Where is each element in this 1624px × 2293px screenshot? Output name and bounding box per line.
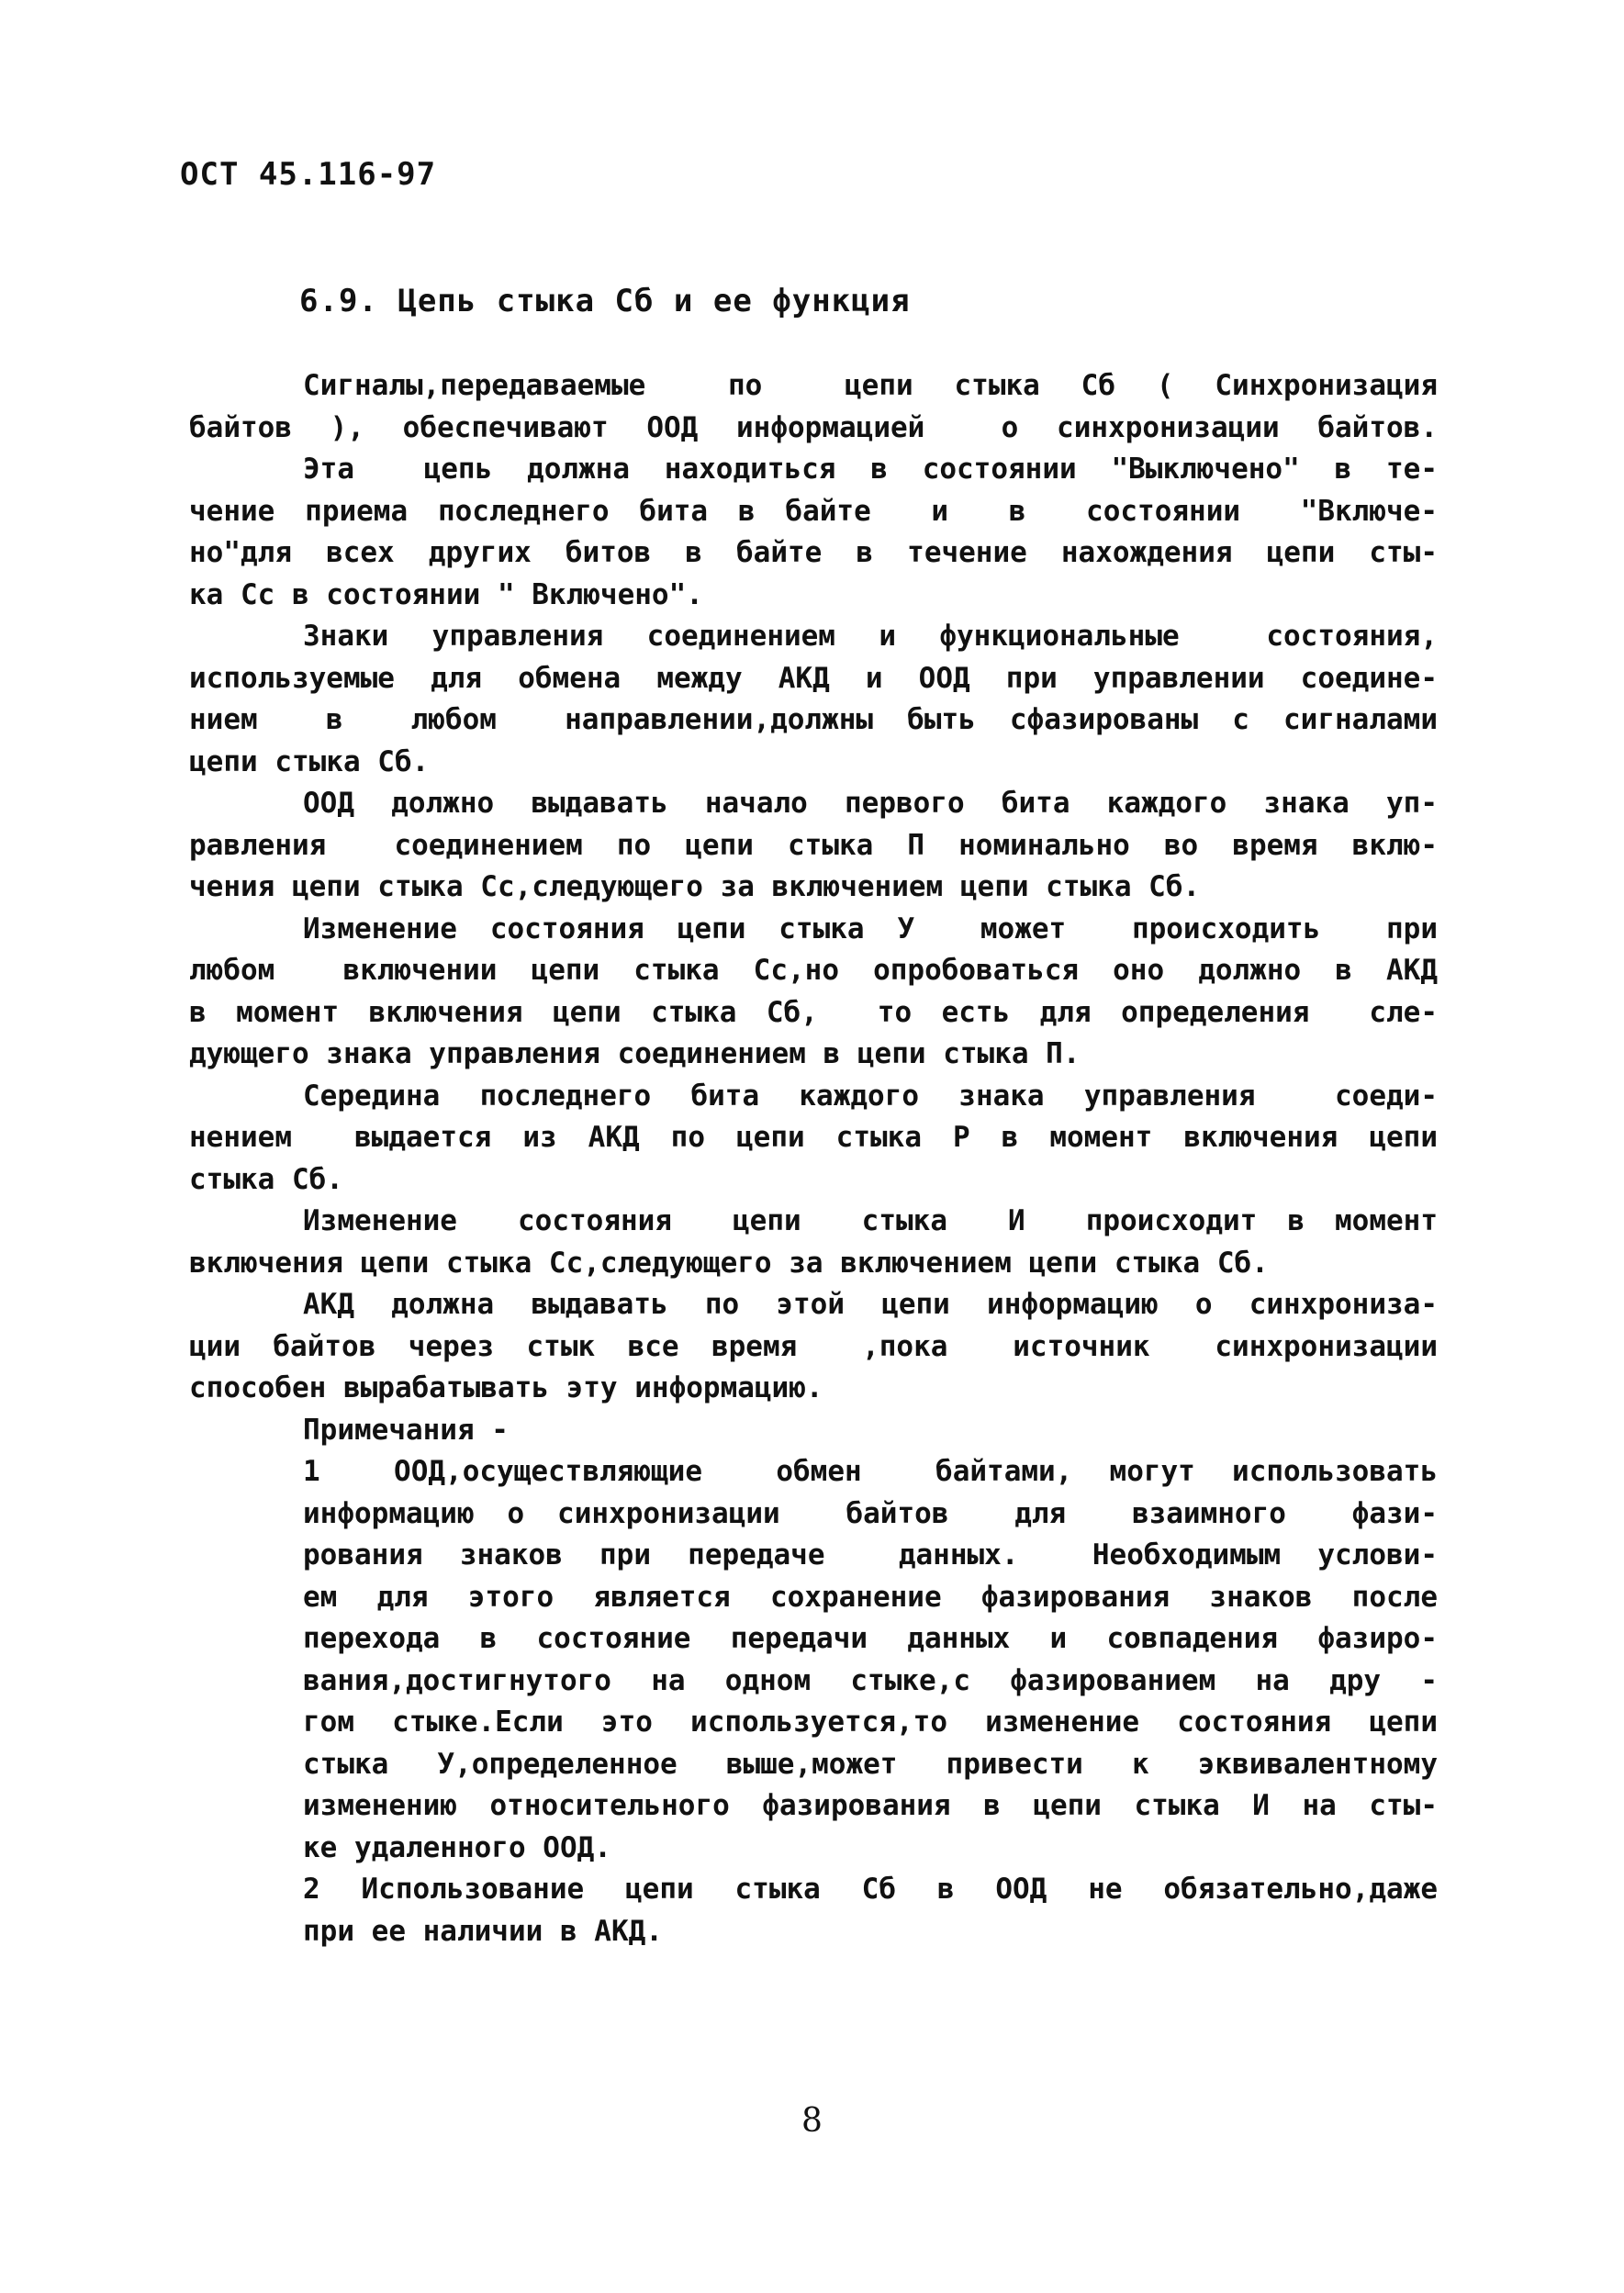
page-number: 8 [801, 2102, 823, 2140]
text-line: 2 Использование цепи стыка Сб в ООД не обязательно,даже [303, 1873, 1438, 1906]
text-line: перехода в состояние передачи данных и совпадения фазиро- [303, 1622, 1438, 1655]
text-line: Знаки управления соединением и функциональные состояния, [303, 620, 1438, 653]
section-body [189, 365, 1438, 1952]
text-line: но"для всех других битов в байте в течение нахождения цепи сты- [189, 536, 1438, 569]
text-line: изменению относительного фазирования в цепи стыка И на сты- [303, 1789, 1438, 1822]
text-line: чения цепи стыка Сс,следующего за включением цепи стыка Сб. [189, 870, 1201, 903]
text-line: дующего знака управления соединением в цепи стыка П. [189, 1037, 1081, 1070]
text-line: Середина последнего бита каждого знака управления соеди- [303, 1079, 1438, 1113]
text-line: Примечания - [303, 1413, 509, 1447]
text-line: при ее наличии в АКД. [303, 1914, 663, 1948]
text-line: вания,достигнутого на одном стыке,с фазированием на дру - [303, 1663, 1438, 1697]
text-line: 1 ООД,осуществляющие обмен байтами, могут использовать [303, 1455, 1438, 1488]
text-line: ем для этого является сохранение фазирования знаков после [303, 1580, 1438, 1614]
text-line: способен вырабатывать эту информацию. [189, 1371, 823, 1404]
text-line: чение приема последнего бита в байте и в состоянии "Включе- [189, 494, 1438, 528]
text-line: ка Сс в состоянии " Включено". [189, 577, 703, 611]
text-line: Изменение состояния цепи стыка У может происходить при [303, 912, 1438, 945]
text-line: Эта цепь должна находиться в состоянии "Выключено" в те- [303, 453, 1438, 486]
text-line: байтов ), обеспечивают ООД информацией о синхронизации байтов. [189, 410, 1438, 444]
section-heading: 6.9. Цепь стыка Сб и ее функция [299, 283, 911, 319]
text-line: Изменение состояния цепи стыка И происходит в момент [303, 1204, 1438, 1237]
text-line: Сигналы,передаваемые по цепи стыка Сб ( Синхронизация [303, 369, 1438, 402]
text-line: стыка У,определенное выше,может привести к эквивалентному [303, 1747, 1438, 1781]
text-line: нием в любом направлении,должны быть сфазированы с сигналами [189, 703, 1438, 736]
text-line: АКД должна выдавать по этой цепи информацию о синхрониза- [303, 1288, 1438, 1321]
text-line: цепи стыка Сб. [189, 744, 430, 778]
document-code: ОСТ 45.116-97 [180, 156, 437, 193]
text-line: ции байтов через стык все время ,пока источник синхронизации [189, 1329, 1438, 1363]
text-line: нением выдается из АКД по цепи стыка Р в момент включения цепи [189, 1121, 1438, 1154]
text-line: стыка Сб. [189, 1162, 343, 1196]
text-line: рования знаков при передаче данных. Необходимым услови- [303, 1538, 1438, 1572]
text-line: равления соединением по цепи стыка П номинально во время вклю- [189, 828, 1438, 862]
text-line: информацию о синхронизации байтов для взаимного фази- [303, 1496, 1438, 1530]
text-line: включения цепи стыка Сс,следующего за включением цепи стыка Сб. [189, 1246, 1269, 1280]
text-line: гом стыке.Если это используется,то изменение состояния цепи [303, 1706, 1438, 1739]
text-line: ке удаленного ООД. [303, 1830, 611, 1864]
text-line: в момент включения цепи стыка Сб, то есть для определения сле- [189, 995, 1438, 1029]
text-line: используемые для обмена между АКД и ООД при управлении соедине- [189, 661, 1438, 695]
text-line: любом включении цепи стыка Сс,но опробоваться оно должно в АКД [189, 954, 1438, 987]
text-line: ООД должно выдавать начало первого бита каждого знака уп- [303, 787, 1438, 820]
